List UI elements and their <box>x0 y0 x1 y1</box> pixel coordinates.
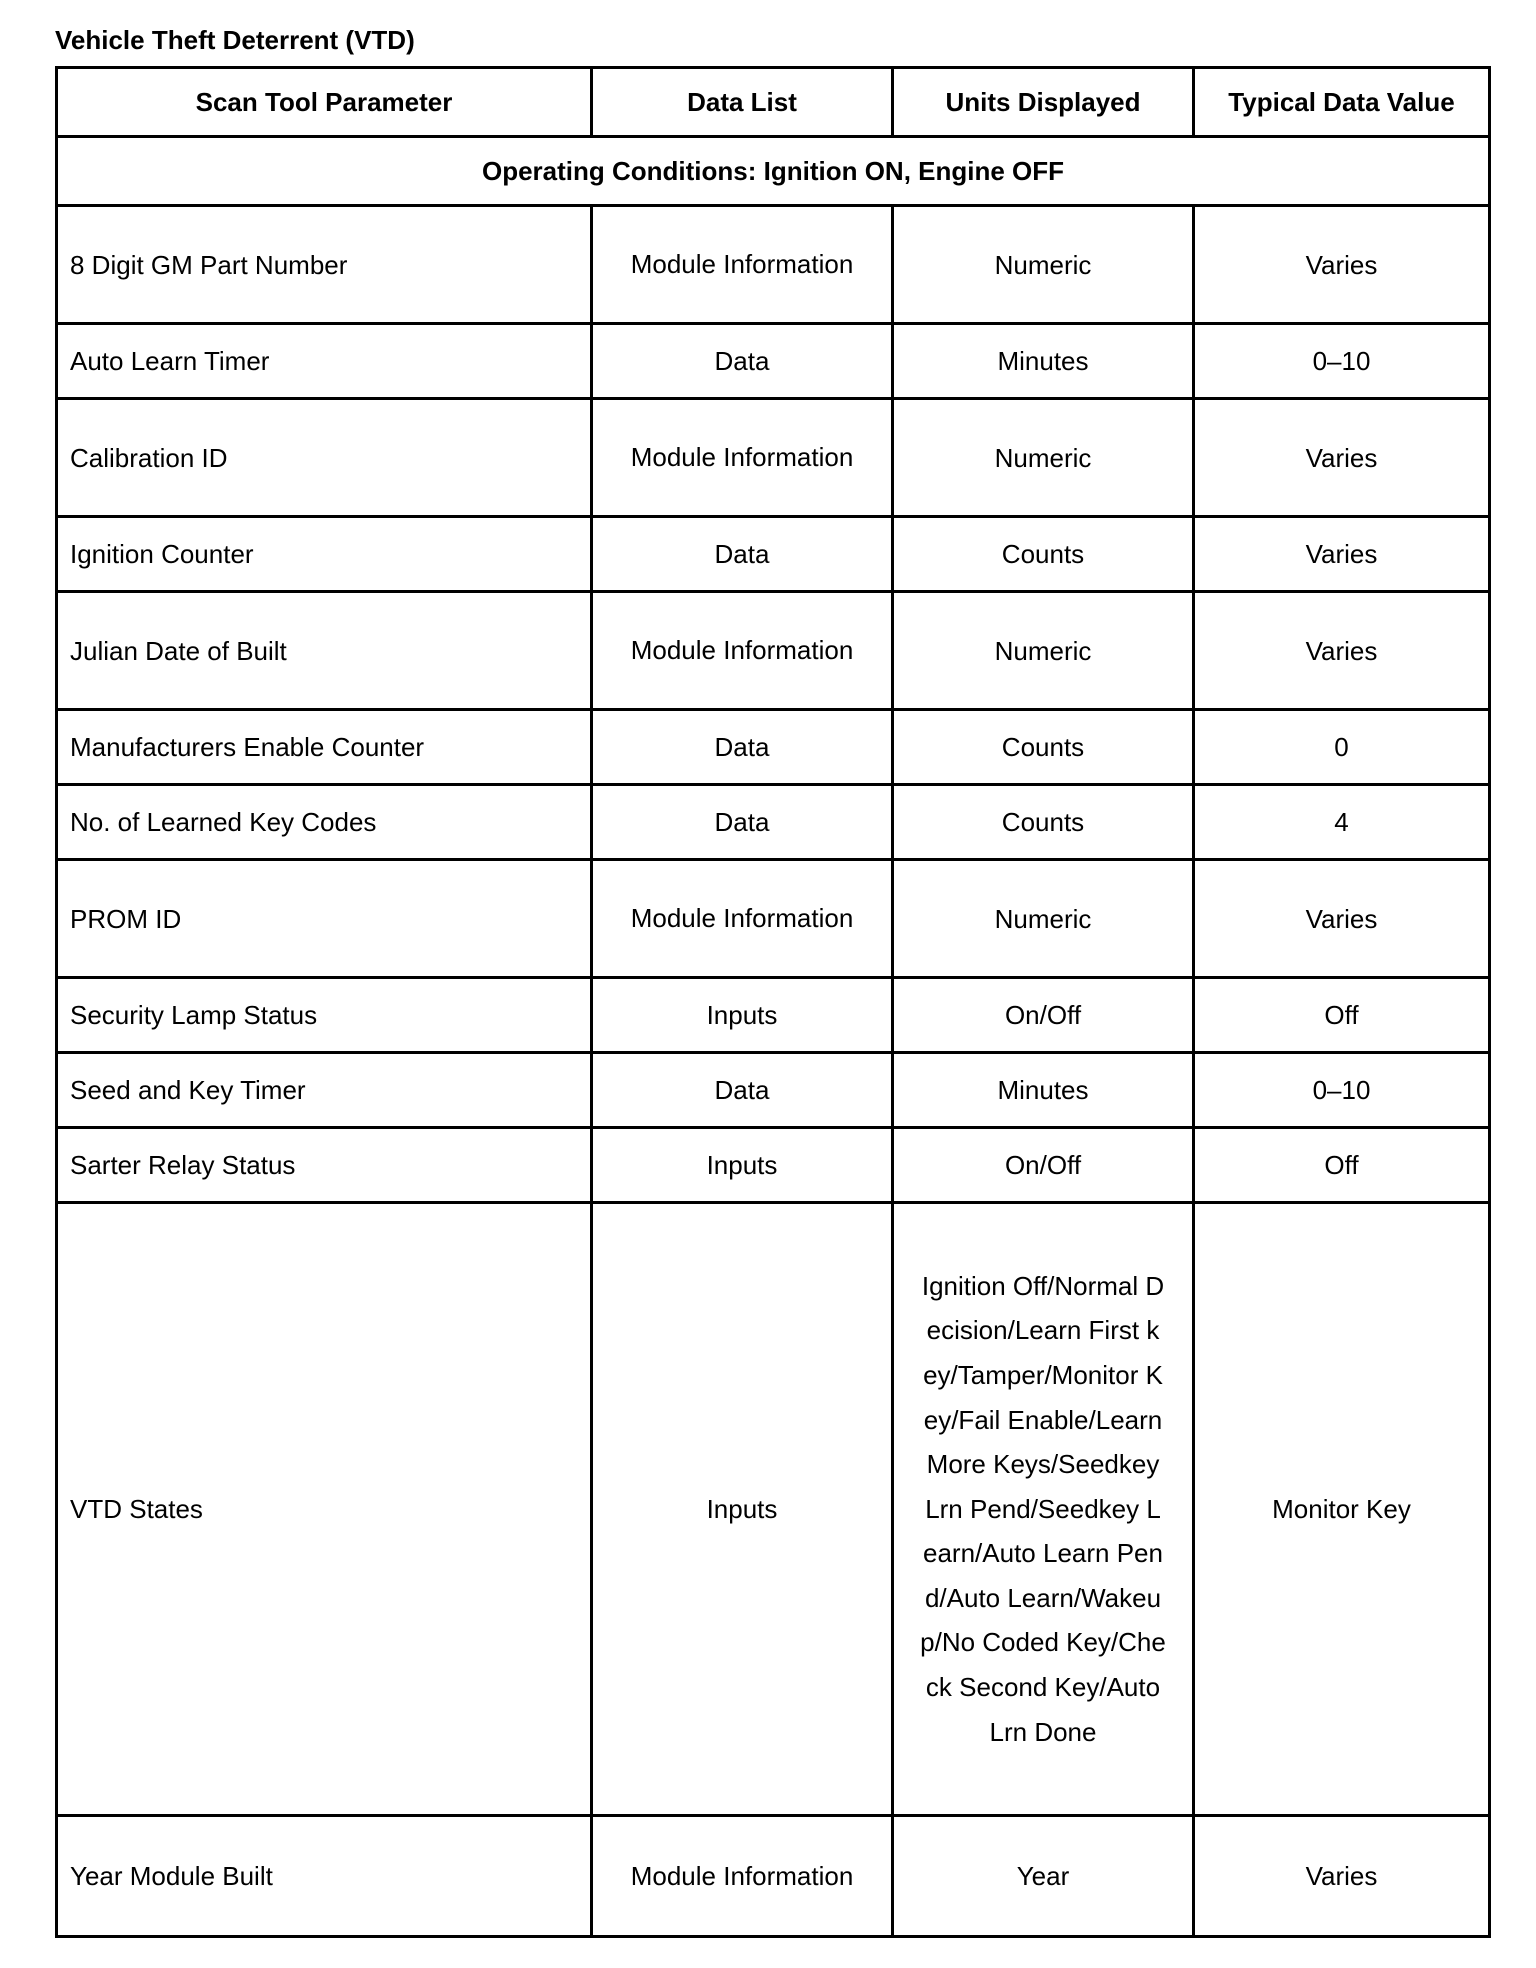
data-list-cell <box>592 592 893 710</box>
typical-value-cell: Varies <box>1194 517 1490 592</box>
typical-value-cell: Varies <box>1194 592 1490 710</box>
typical-value-cell: 0–10 <box>1194 324 1490 399</box>
units-cell: Year <box>893 1816 1194 1937</box>
data-list-cell: Inputs <box>592 978 893 1053</box>
table-row <box>57 206 1490 324</box>
units-cell: Numeric <box>893 860 1194 978</box>
data-list-cell: Data <box>592 324 893 399</box>
column-header-typical-value: Typical Data Value <box>1194 68 1490 137</box>
data-list-cell <box>592 860 893 978</box>
table-row <box>57 592 1490 710</box>
typical-value-cell: 4 <box>1194 785 1490 860</box>
units-cell <box>893 1203 1194 1816</box>
data-list-text: Module Information <box>630 249 854 280</box>
data-list-cell: Inputs <box>592 1203 893 1816</box>
vtd-data-table <box>55 66 1491 1938</box>
units-cell: On/Off <box>893 978 1194 1053</box>
units-cell: Counts <box>893 785 1194 860</box>
operating-conditions-row <box>57 137 1490 206</box>
typical-value-cell: Varies <box>1194 399 1490 517</box>
units-cell: Counts <box>893 517 1194 592</box>
table-row <box>57 1203 1490 1816</box>
parameter-cell: Auto Learn Timer <box>57 324 592 399</box>
parameter-cell: 8 Digit GM Part Number <box>57 206 592 324</box>
typical-value-cell: Varies <box>1194 860 1490 978</box>
units-cell: Minutes <box>893 1053 1194 1128</box>
typical-value-cell: Varies <box>1194 1816 1490 1937</box>
data-list-text: Module Information <box>630 635 854 666</box>
data-list-cell: Data <box>592 710 893 785</box>
typical-value-cell: Varies <box>1194 206 1490 324</box>
operating-conditions: Operating Conditions: Ignition ON, Engine OFF <box>57 137 1490 206</box>
units-cell: Numeric <box>893 592 1194 710</box>
parameter-cell: Year Module Built <box>57 1816 592 1937</box>
column-header-parameter: Scan Tool Parameter <box>57 68 592 137</box>
table-row <box>57 399 1490 517</box>
data-list-cell: Data <box>592 785 893 860</box>
table-row <box>57 324 1490 399</box>
table-row <box>57 517 1490 592</box>
data-list-text: Module Information <box>630 442 854 473</box>
parameter-cell: Manufacturers Enable Counter <box>57 710 592 785</box>
units-cell: Numeric <box>893 206 1194 324</box>
vtd-states-units-text: Ignition Off/Normal Decision/Learn First key/Tamper/Monitor Key/Fail Enable/Learn More Keys/Seedkey Lrn Pend/Seedkey Learn/Auto Learn Pend/Auto Learn/Wakeup/No Coded Key/Check Second Key/Auto Lrn Done <box>920 1270 1166 1747</box>
typical-value-cell: 0–10 <box>1194 1053 1490 1128</box>
page-title: Vehicle Theft Deterrent (VTD) <box>55 25 415 55</box>
typical-value-cell: 0 <box>1194 710 1490 785</box>
data-list-text: Module Information <box>630 1860 854 1891</box>
table-row <box>57 785 1490 860</box>
data-list-cell <box>592 206 893 324</box>
typical-value-cell: Off <box>1194 978 1490 1053</box>
table-row <box>57 860 1490 978</box>
data-list-cell <box>592 399 893 517</box>
units-cell: Counts <box>893 710 1194 785</box>
parameter-cell: Julian Date of Built <box>57 592 592 710</box>
parameter-cell: PROM ID <box>57 860 592 978</box>
table-row <box>57 710 1490 785</box>
table-row <box>57 1816 1490 1937</box>
parameter-cell: Security Lamp Status <box>57 978 592 1053</box>
parameter-cell: VTD States <box>57 1203 592 1816</box>
table-row <box>57 978 1490 1053</box>
units-cell: On/Off <box>893 1128 1194 1203</box>
table-row <box>57 1053 1490 1128</box>
parameter-cell: Seed and Key Timer <box>57 1053 592 1128</box>
column-header-data-list: Data List <box>592 68 893 137</box>
typical-value-cell: Monitor Key <box>1194 1203 1490 1816</box>
parameter-cell: No. of Learned Key Codes <box>57 785 592 860</box>
units-cell: Minutes <box>893 324 1194 399</box>
data-list-cell <box>592 1816 893 1937</box>
data-list-cell: Inputs <box>592 1128 893 1203</box>
data-list-cell: Data <box>592 517 893 592</box>
data-list-text: Module Information <box>630 903 854 934</box>
units-cell: Numeric <box>893 399 1194 517</box>
parameter-cell: Sarter Relay Status <box>57 1128 592 1203</box>
table-header-row <box>57 68 1490 137</box>
data-list-cell: Data <box>592 1053 893 1128</box>
column-header-units: Units Displayed <box>893 68 1194 137</box>
parameter-cell: Calibration ID <box>57 399 592 517</box>
typical-value-cell: Off <box>1194 1128 1490 1203</box>
parameter-cell: Ignition Counter <box>57 517 592 592</box>
table-row <box>57 1128 1490 1203</box>
